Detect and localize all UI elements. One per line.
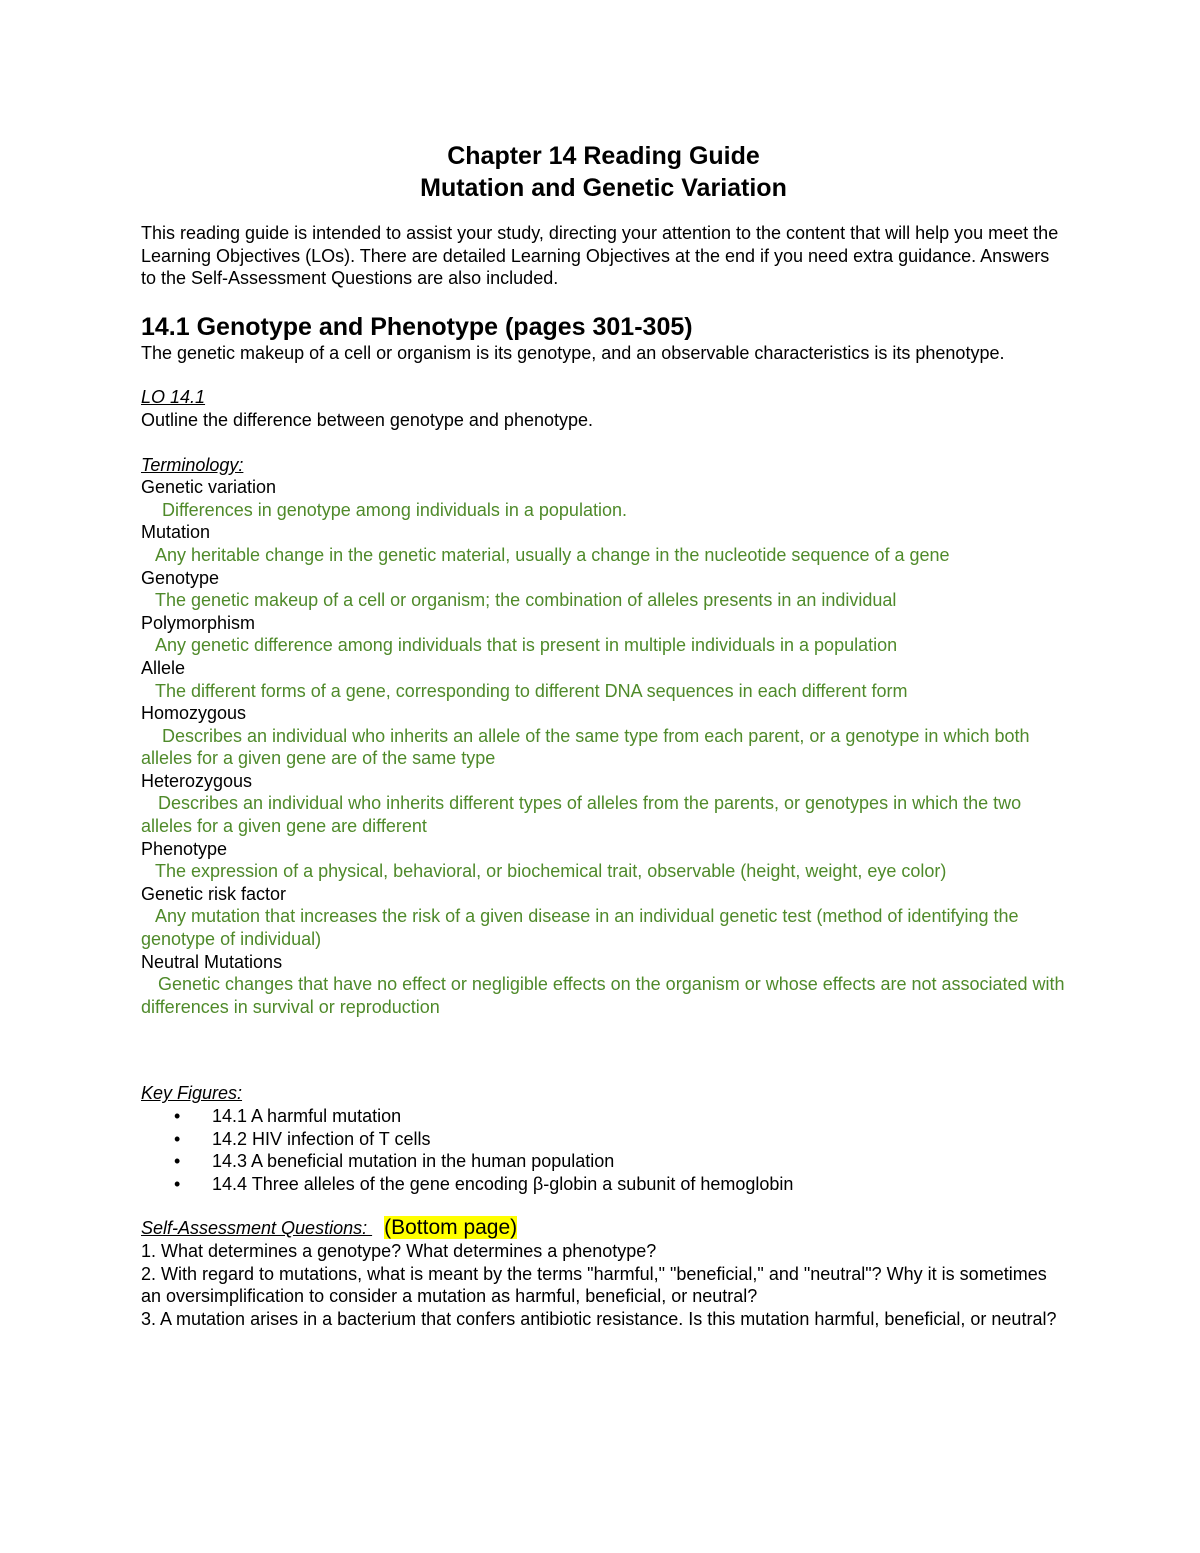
key-figures-label: Key Figures:: [141, 1083, 243, 1104]
term-definition: Differences in genotype among individuals in a population.: [162, 499, 627, 520]
key-figures-list: [141, 1105, 1066, 1195]
term: Phenotype: [141, 838, 228, 859]
term: Homozygous: [141, 703, 247, 724]
lo-label: LO 14.1: [141, 387, 206, 408]
term: Allele: [141, 657, 186, 678]
key-figure-text: 14.4 Three alleles of the gene encoding β-globin a subunit of hemoglobin: [212, 1173, 794, 1194]
lo-text: Outline the difference between genotype and phenotype.: [141, 409, 594, 430]
key-figure-text: 14.2 HIV infection of T cells: [212, 1128, 431, 1149]
bullet-icon: •: [174, 1173, 181, 1194]
term: Polymorphism: [141, 612, 256, 633]
section-summary: The genetic makeup of a cell or organism is its genotype, and an observable characteristics is its phenotype.: [141, 342, 1005, 363]
term: Neutral Mutations: [141, 951, 283, 972]
bullet-icon: •: [174, 1106, 181, 1126]
list-item: [141, 1128, 1066, 1151]
question: 1. What determines a genotype? What determines a phenotype?: [141, 1240, 657, 1261]
term-definition: Genetic changes that have no effect or negligible effects on the organism or whose effects are not associated with differences in survival or reproduction: [141, 974, 1065, 1017]
terminology-list: [141, 476, 1066, 1018]
list-item: [141, 1150, 1066, 1173]
list-item: [141, 1173, 1066, 1196]
list-item: [141, 1105, 1066, 1128]
highlighted-note: (Bottom page): [384, 1216, 518, 1240]
term-definition: Describes an individual who inherits an allele of the same type from each parent, or a genotype in which both alleles for a given gene are of the same type: [141, 725, 1030, 769]
term-definition: Describes an individual who inherits different types of alleles from the parents, or genotypes in which the two alleles for a given gene are different: [141, 793, 1022, 837]
self-assessment-label: Self-Assessment Questions:: [141, 1218, 373, 1239]
bullet-icon: •: [174, 1151, 181, 1172]
terminology-label: Terminology:: [141, 454, 244, 475]
term-definition: Any mutation that increases the risk of a given disease in an individual genetic test (method of identifying the genotype of individual): [141, 906, 1019, 950]
document-title: [141, 140, 1066, 204]
term: Mutation: [141, 522, 211, 543]
section-heading: 14.1 Genotype and Phenotype (pages 301-305): [141, 312, 693, 341]
term-definition: The different forms of a gene, corresponding to different DNA sequences in each different form: [155, 680, 908, 701]
term-definition: The genetic makeup of a cell or organism; the combination of alleles presents in an individual: [155, 590, 897, 611]
title-line-2: Mutation and Genetic Variation: [420, 174, 787, 202]
key-figure-text: 14.1 A harmful mutation: [212, 1106, 402, 1126]
title-line-1: Chapter 14 Reading Guide: [447, 142, 760, 170]
term: Genetic variation: [141, 477, 277, 498]
intro-paragraph: This reading guide is intended to assist your study, directing your attention to the content that will help you meet the Learning Objectives (LOs). There are detailed Learning Objectives at the end if you need extra guidance. Answers to the Self-Assessment Questions are also included.: [141, 223, 1059, 289]
term: Genetic risk factor: [141, 883, 287, 904]
question: 3. A mutation arises in a bacterium that confers antibiotic resistance. Is this mutation harmful, beneficial, or neutral?: [141, 1308, 1057, 1329]
term-definition: The expression of a physical, behavioral, or biochemical trait, observable (height, weight, eye color): [155, 861, 947, 882]
key-figure-text: 14.3 A beneficial mutation in the human population: [212, 1151, 615, 1172]
bullet-icon: •: [174, 1128, 181, 1149]
term-definition: Any genetic difference among individuals that is present in multiple individuals in a population: [155, 635, 898, 656]
term: Genotype: [141, 567, 220, 588]
question: 2. With regard to mutations, what is meant by the terms "harmful," "beneficial," and "neutral"? Why it is sometimes an oversimplification to consider a mutation as harmful, beneficial, or neutral?: [141, 1263, 1047, 1307]
term-definition: Any heritable change in the genetic material, usually a change in the nucleotide sequence of a gene: [155, 544, 950, 565]
self-assessment-header: [141, 1217, 1066, 1240]
term: Heterozygous: [141, 770, 253, 791]
document-content: [141, 140, 1066, 1330]
